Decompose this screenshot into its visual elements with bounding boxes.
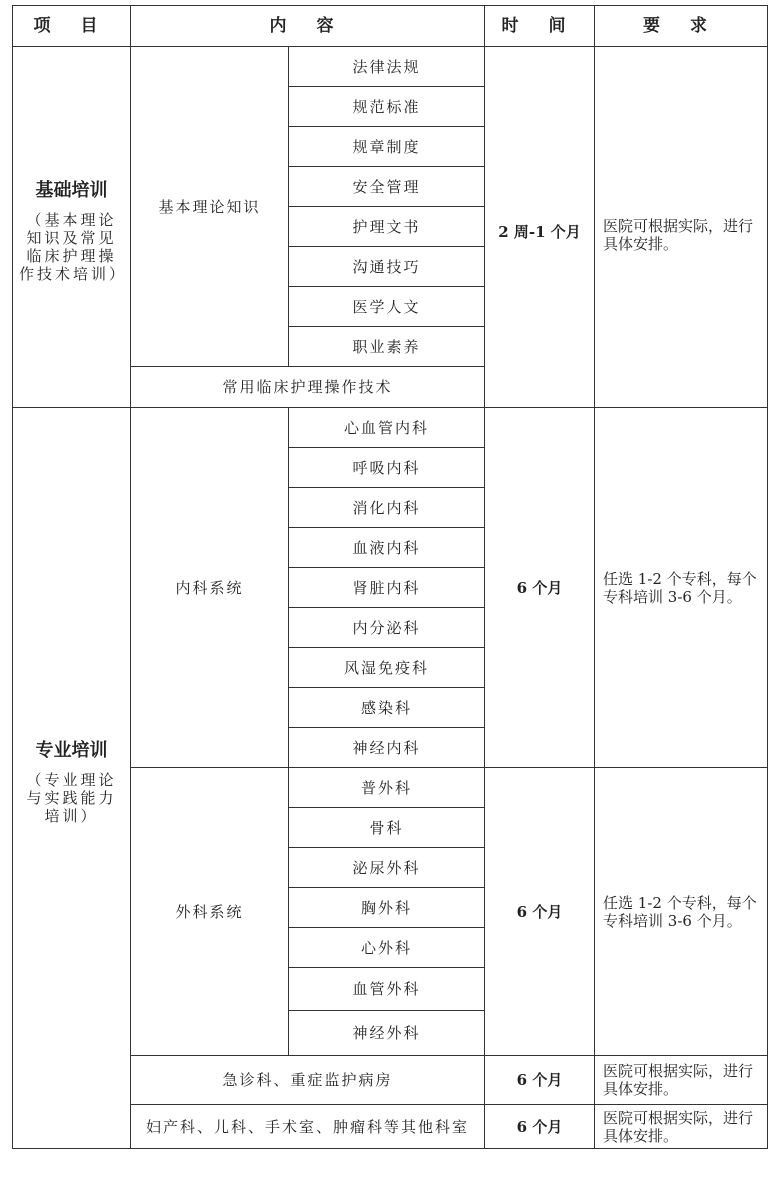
basic-training-title: 基础培训 [35,180,108,202]
emergency-label: 急诊科、重症监护病房 [131,1056,485,1105]
basic-item: 医学人文 [289,287,485,327]
header-time: 时 间 [485,6,595,47]
basic-item: 规章制度 [289,127,485,167]
basic-training-cell [13,47,131,408]
surgical-item: 普外科 [289,768,485,808]
surgical-time: 6 个月 [485,768,595,1056]
surgical-item: 心外科 [289,928,485,968]
basic-extra: 常用临床护理操作技术 [131,367,485,408]
basic-requirement: 医院可根据实际，进行具体安排。 [595,47,768,408]
surgical-group: 外科系统 [131,768,289,1056]
basic-item: 职业素养 [289,327,485,367]
header-content: 内 容 [131,6,485,47]
header-requirement: 要 求 [595,6,768,47]
others-time: 6 个月 [485,1105,595,1149]
internal-item: 心血管内科 [289,408,485,448]
surgical-item: 骨科 [289,808,485,848]
surgical-item: 泌尿外科 [289,848,485,888]
internal-item: 内分泌科 [289,608,485,648]
basic-item: 规范标准 [289,87,485,127]
internal-item: 血液内科 [289,528,485,568]
internal-item: 神经内科 [289,728,485,768]
others-label: 妇产科、儿科、手术室、肿瘤科等其他科室 [131,1105,485,1149]
emergency-requirement: 医院可根据实际，进行具体安排。 [595,1056,768,1105]
table-row [13,408,768,448]
training-table [12,5,768,1149]
header-project: 项 目 [13,6,131,47]
surgical-item: 神经外科 [289,1011,485,1056]
internal-item: 肾脏内科 [289,568,485,608]
basic-item: 沟通技巧 [289,247,485,287]
surgical-item: 血管外科 [289,968,485,1011]
basic-time: 2 周-1 个月 [485,47,595,408]
specialty-training-title: 专业培训 [35,740,108,762]
emergency-time: 6 个月 [485,1056,595,1105]
surgical-requirement: 任选 1-2 个专科，每个专科培训 3-6 个月。 [595,768,768,1056]
internal-item: 消化内科 [289,488,485,528]
internal-item: 呼吸内科 [289,448,485,488]
internal-item: 感染科 [289,688,485,728]
basic-item: 法律法规 [289,47,485,87]
table-row [13,47,768,87]
specialty-training-cell [13,408,131,1149]
internal-group: 内科系统 [131,408,289,768]
surgical-item: 胸外科 [289,888,485,928]
specialty-training-subtitle: （专业理论与实践能力培训） [26,770,117,825]
internal-time: 6 个月 [485,408,595,768]
basic-item: 护理文书 [289,207,485,247]
header-row [13,6,768,47]
internal-requirement: 任选 1-2 个专科，每个专科培训 3-6 个月。 [595,408,768,768]
basic-theory-group: 基本理论知识 [131,47,289,367]
basic-item: 安全管理 [289,167,485,207]
internal-item: 风湿免疫科 [289,648,485,688]
others-requirement: 医院可根据实际，进行具体安排。 [595,1105,768,1149]
basic-training-subtitle: （基本理论知识及常见临床护理操作技术培训） [19,210,128,283]
